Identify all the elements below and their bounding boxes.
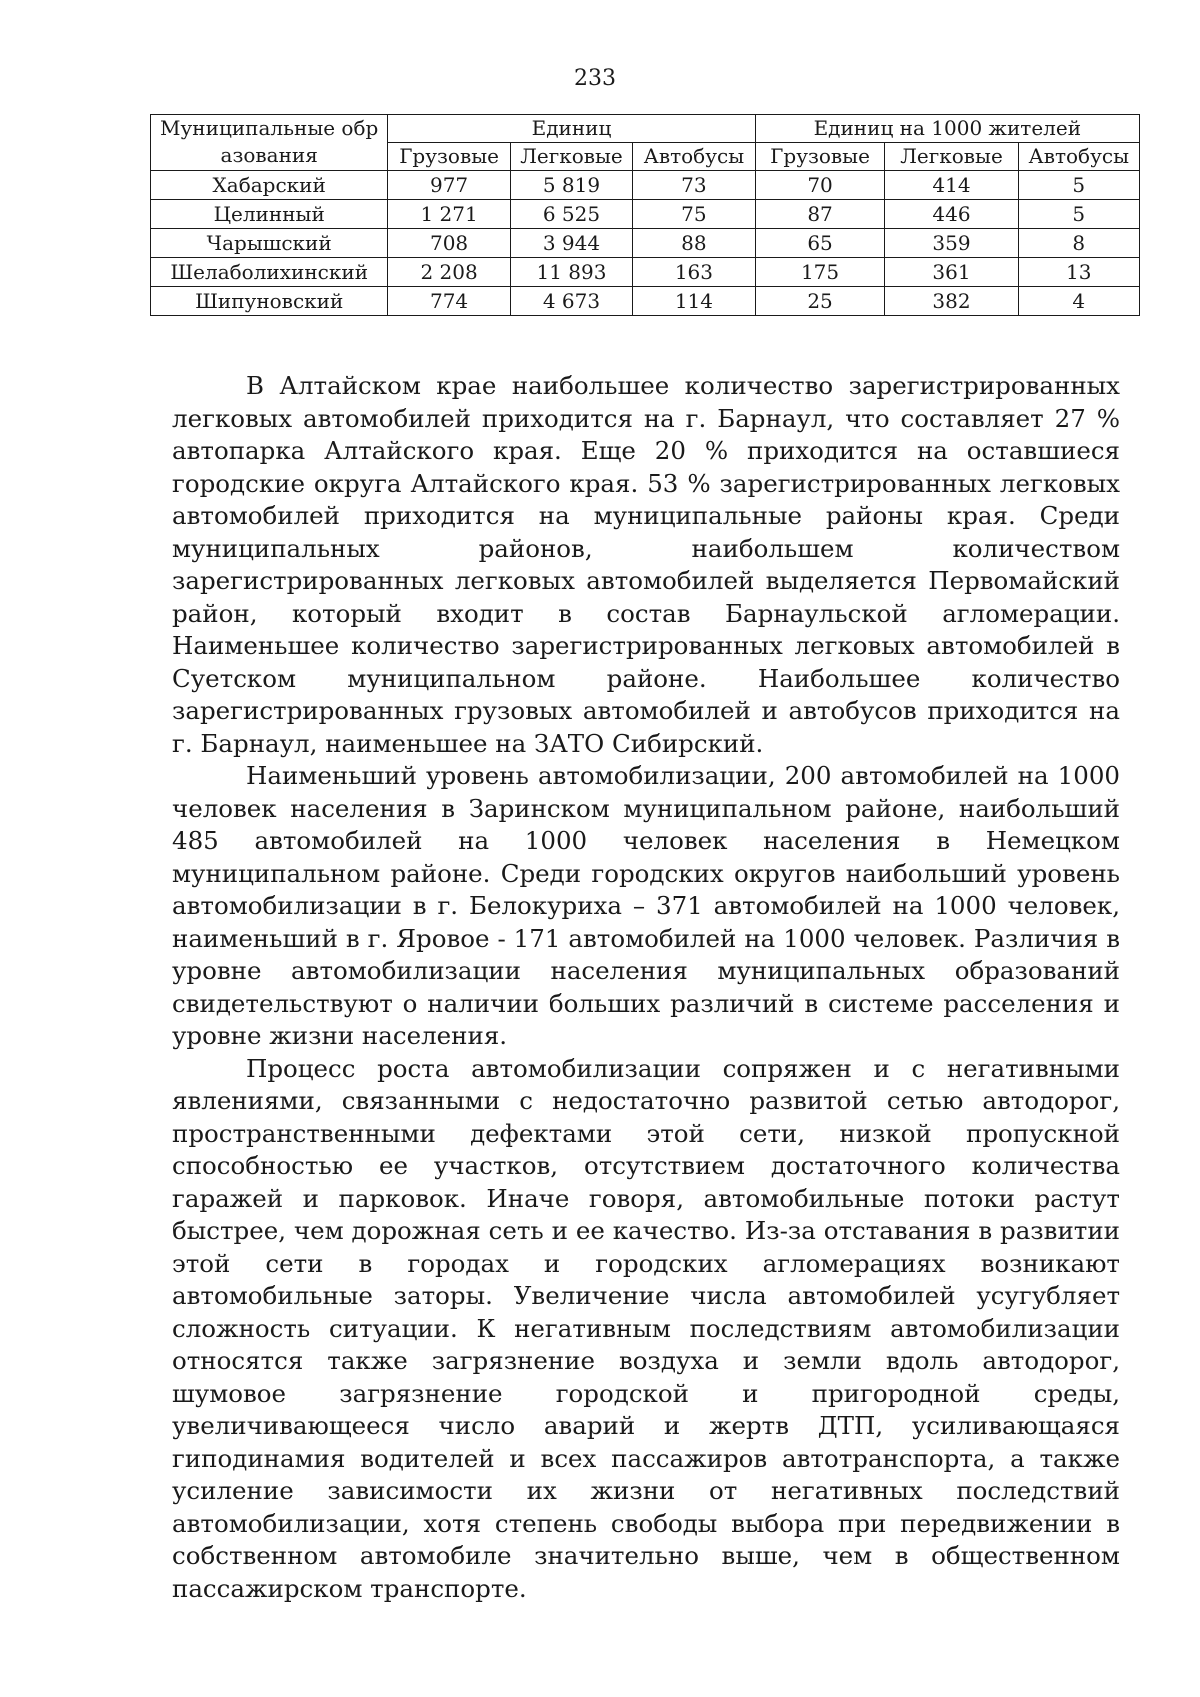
table-row: [151, 171, 1140, 200]
cell-cars: 5 819: [510, 171, 632, 200]
table-row: [151, 229, 1140, 258]
cell-municipality: Чарышский: [151, 229, 388, 258]
table-row: [151, 258, 1140, 287]
cell-trucks-per-1000: 25: [755, 287, 885, 316]
subheader-cars: Легковые: [510, 143, 632, 171]
cell-trucks: 2 208: [388, 258, 510, 287]
paragraph: В Алтайском крае наибольшее количество зарегистрированных легковых автомобилей приходится на г. Барнаул, что составляет 27 % автопарка Алтайского края. Еще 20 % приходится на оставшиеся городские округа Алтайского края. 53 % зарегистрированных легковых автомобилей приходится на муниципальные районы края. Среди муниципальных районов, наибольшем количеством зарегистрированных легковых автомобилей выделяется Первомайский район, который входит в состав Барнаульской агломерации. Наименьшее количество зарегистрированных легковых автомобилей в Суетском муниципальном районе. Наибольшее количество зарегистрированных грузовых автомобилей и автобусов приходится на г. Барнаул, наименьшее на ЗАТО Сибирский.: [172, 371, 1120, 758]
table-header-row: [151, 115, 1140, 143]
cell-buses: 114: [633, 287, 755, 316]
cell-trucks-per-1000: 87: [755, 200, 885, 229]
cell-cars-per-1000: 359: [885, 229, 1018, 258]
cell-municipality: Целинный: [151, 200, 388, 229]
cell-cars-per-1000: 414: [885, 171, 1018, 200]
cell-buses: 163: [633, 258, 755, 287]
body-text: [172, 370, 1120, 1605]
cell-municipality: Хабарский: [151, 171, 388, 200]
subheader-buses-per-1000: Автобусы: [1018, 143, 1139, 171]
cell-trucks: 774: [388, 287, 510, 316]
cell-trucks: 1 271: [388, 200, 510, 229]
table-row: [151, 287, 1140, 316]
cell-trucks-per-1000: 65: [755, 229, 885, 258]
cell-trucks: 708: [388, 229, 510, 258]
cell-cars-per-1000: 382: [885, 287, 1018, 316]
cell-cars: 6 525: [510, 200, 632, 229]
cell-trucks-per-1000: 70: [755, 171, 885, 200]
cell-buses-per-1000: 5: [1018, 171, 1139, 200]
table-row: [151, 200, 1140, 229]
cell-buses-per-1000: 4: [1018, 287, 1139, 316]
subheader-trucks: Грузовые: [388, 143, 510, 171]
cell-cars: 11 893: [510, 258, 632, 287]
header-municipality: Муниципальные образования: [151, 115, 388, 171]
cell-cars-per-1000: 446: [885, 200, 1018, 229]
cell-buses: 73: [633, 171, 755, 200]
subheader-cars-per-1000: Легковые: [885, 143, 1018, 171]
cell-buses-per-1000: 5: [1018, 200, 1139, 229]
cell-cars: 4 673: [510, 287, 632, 316]
header-units: Единиц: [388, 115, 755, 143]
cell-buses: 75: [633, 200, 755, 229]
paragraph: Наименьший уровень автомобилизации, 200 автомобилей на 1000 человек населения в Заринском муниципальном районе, наибольший 485 автомобилей на 1000 человек населения в Немецком муниципальном районе. Среди городских округов наибольший уровень автомобилизации в г. Белокуриха – 371 автомобилей на 1000 человек, наименьший в г. Яровое - 171 автомобилей на 1000 человек. Различия в уровне автомобилизации населения муниципальных образований свидетельствуют о наличии больших различий в системе расселения и уровне жизни населения.: [172, 761, 1120, 1050]
subheader-trucks-per-1000: Грузовые: [755, 143, 885, 171]
cell-buses-per-1000: 13: [1018, 258, 1139, 287]
paragraph: Процесс роста автомобилизации сопряжен и с негативными явлениями, связанными с недостаточно развитой сетью автодорог, пространственными дефектами этой сети, низкой пропускной способностью ее участков, отсутствием достаточного количества гаражей и парковок. Иначе говоря, автомобильные потоки растут быстрее, чем дорожная сеть и ее качество. Из-за отставания в развитии этой сети в городах и городских агломерациях возникают автомобильные заторы. Увеличение числа автомобилей усугубляет сложность ситуации. К негативным последствиям автомобилизации относятся также загрязнение воздуха и земли вдоль автодорог, шумовое загрязнение городской и пригородной среды, увеличивающееся число аварий и жертв ДТП, усиливающаяся гиподинамия водителей и всех пассажиров автотранспорта, а также усиление зависимости их жизни от негативных последствий автомобилизации, хотя степень свободы выбора при передвижении в собственном автомобиле значительно выше, чем в общественном пассажирском транспорте.: [172, 1053, 1120, 1603]
vehicles-table: [150, 114, 1140, 316]
cell-buses-per-1000: 8: [1018, 229, 1139, 258]
cell-trucks: 977: [388, 171, 510, 200]
cell-buses: 88: [633, 229, 755, 258]
cell-trucks-per-1000: 175: [755, 258, 885, 287]
page-number: 233: [574, 66, 616, 91]
cell-municipality: Шелаболихинский: [151, 258, 388, 287]
cell-cars: 3 944: [510, 229, 632, 258]
header-per-1000: Единиц на 1000 жителей: [755, 115, 1139, 143]
subheader-buses: Автобусы: [633, 143, 755, 171]
cell-municipality: Шипуновский: [151, 287, 388, 316]
cell-cars-per-1000: 361: [885, 258, 1018, 287]
